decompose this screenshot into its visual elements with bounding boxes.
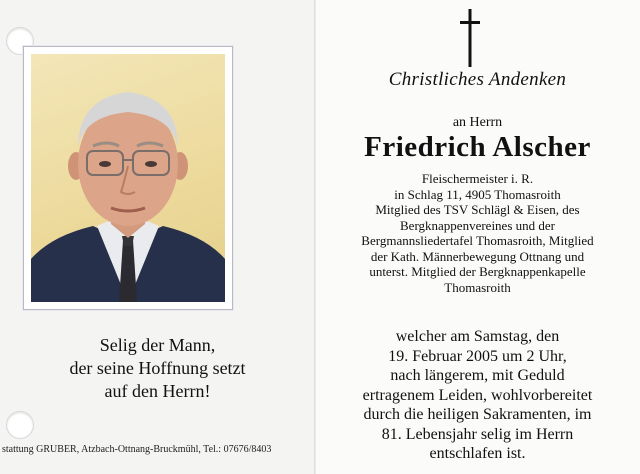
death-line: nach längerem, mit Geduld bbox=[390, 367, 565, 384]
motto-line: Selig der Mann, bbox=[99, 335, 216, 355]
detail-line: Thomasroith bbox=[444, 279, 511, 295]
death-notice bbox=[315, 327, 640, 464]
detail-line: unterst. Mitglied der Bergknappenkapelle bbox=[369, 264, 586, 279]
portrait-illustration bbox=[31, 54, 225, 302]
detail-line: Bergknappenvereines und der bbox=[400, 217, 555, 233]
detail-line: Fleischermeister i. R. bbox=[421, 171, 534, 186]
death-line: 81. Lebensjahr selig im Herrn bbox=[381, 425, 574, 443]
motto-line: auf den Herrn! bbox=[104, 381, 211, 401]
detail-line: Bergmannsliedertafel Thomasroith, Mitglied bbox=[361, 233, 594, 248]
death-line: entschlafen ist. bbox=[429, 445, 526, 462]
memorial-heading: Christliches Andenken bbox=[388, 69, 567, 90]
detail-line: in Schlag 11, 4905 Thomasroith bbox=[394, 186, 561, 202]
punch-hole-bottom bbox=[6, 411, 34, 439]
salutation: an Herrn bbox=[452, 115, 503, 130]
portrait-photo bbox=[31, 54, 225, 302]
detail-line: der Kath. Männerbewegung Ottnang und bbox=[370, 248, 585, 264]
death-line: welcher am Samstag, den bbox=[395, 328, 560, 345]
death-line: 19. Februar 2005 um 2 Uhr, bbox=[388, 347, 567, 365]
motto-verse bbox=[0, 334, 315, 403]
death-line: durch die heiligen Sakramenten, im bbox=[363, 406, 592, 423]
biography-details bbox=[315, 171, 640, 295]
latin-cross-icon bbox=[460, 9, 480, 67]
deceased-name: Friedrich Alscher bbox=[364, 131, 591, 163]
detail-line: Mitglied des TSV Schlägl & Eisen, des bbox=[375, 202, 580, 217]
portrait-frame bbox=[23, 46, 233, 310]
motto-line: der seine Hoffnung setzt bbox=[69, 358, 246, 378]
death-line: ertragenem Leiden, wohlvorbereitet bbox=[362, 386, 593, 404]
funeral-home-footer: stattung GRUBER, Atzbach-Ottnang-Bruckmühl, Tel.: 07676/8403 bbox=[2, 444, 272, 455]
